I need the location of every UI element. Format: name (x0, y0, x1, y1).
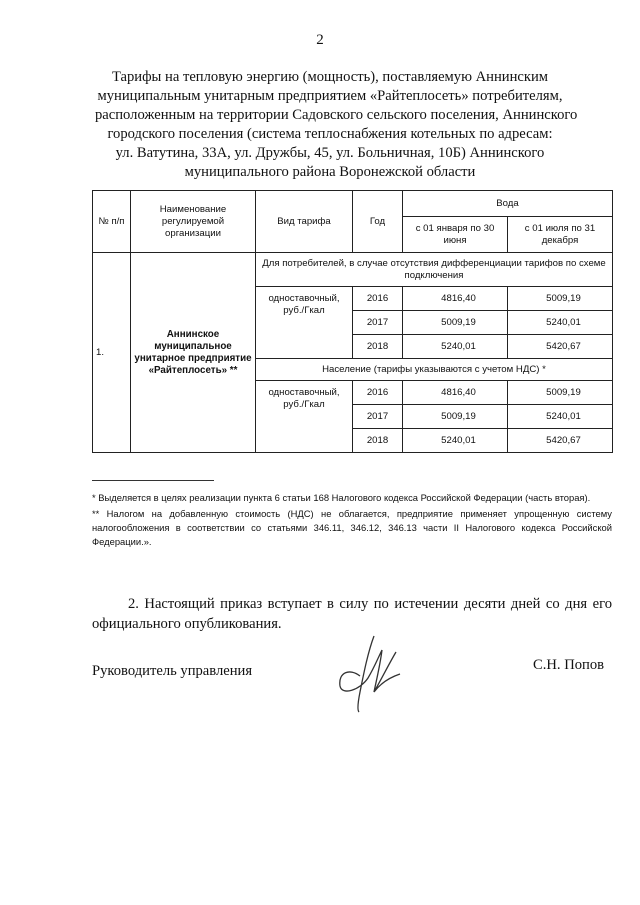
page-number: 2 (316, 32, 324, 48)
year-cell: 2018 (353, 429, 403, 453)
value-cell: 5240,01 (403, 429, 508, 453)
header-water: Вода (403, 191, 613, 217)
year-cell: 2018 (353, 335, 403, 359)
title-line: Тарифы на тепловую энергию (мощность), поставляемую Аннинским (111, 69, 549, 85)
signer-title: Руководитель управления (92, 663, 253, 679)
title-line: муниципальным унитарным предприятием «Райтеплосеть» потребителям, (97, 88, 563, 104)
year-cell: 2016 (353, 381, 403, 405)
value-cell: 4816,40 (403, 381, 508, 405)
value-cell: 5240,01 (508, 311, 613, 335)
header-tariff-type: Вид тарифа (256, 191, 353, 253)
section-heading: Население (тарифы указываются с учетом НДС) * (256, 359, 613, 381)
footnote-1: * Выделяется в целях реализации пункта 6 статьи 168 Налогового кодекса Российской Федерации (часть вторая). (92, 492, 591, 503)
signature-image (330, 632, 408, 714)
organization-name: Аннинское муниципальное унитарное предприятие «Райтеплосеть» ** (131, 253, 256, 453)
title-line: муниципального района Воронежской области (184, 164, 476, 180)
signer-name: С.Н. Попов (533, 657, 605, 673)
value-cell: 5009,19 (508, 287, 613, 311)
year-cell: 2017 (353, 311, 403, 335)
title-line: расположенным на территории Садовского сельского поселения, Аннинского (95, 107, 578, 123)
tariff-table (92, 190, 613, 453)
header-period-1: с 01 января по 30 июня (403, 217, 508, 253)
value-cell: 5009,19 (508, 381, 613, 405)
section-heading: Для потребителей, в случае отсутствия дифференциации тарифов по схеме подключения (256, 253, 613, 287)
footnote-2: ** Налогом на добавленную стоимость (НДС) не облагается, предприятие применяет упрощенную систему налогообложения в соответствии со статьями 346.11, 346.12, 346.13 части II Налогового кодекса Российской Федерации.». (92, 508, 612, 547)
document-title (95, 68, 578, 182)
value-cell: 5240,01 (508, 405, 613, 429)
year-cell: 2016 (353, 287, 403, 311)
header-year: Год (353, 191, 403, 253)
tariff-type-cell: одноставочный, руб./Гкал (256, 381, 353, 453)
tariff-type-cell: одноставочный, руб./Гкал (256, 287, 353, 359)
title-line: городского поселения (система теплоснабжения котельных по адресам: (107, 126, 553, 142)
header-period-2: с 01 июля по 31 декабря (508, 217, 613, 253)
footnote-divider (92, 480, 214, 481)
year-cell: 2017 (353, 405, 403, 429)
value-cell: 5420,67 (508, 335, 613, 359)
value-cell: 4816,40 (403, 287, 508, 311)
header-number: № п/п (93, 191, 131, 253)
value-cell: 5009,19 (403, 405, 508, 429)
order-paragraph: 2. Настоящий приказ вступает в силу по истечении десяти дней со дня его официального опубликования. (92, 596, 612, 632)
value-cell: 5009,19 (403, 311, 508, 335)
footnotes (92, 491, 612, 551)
header-organization: Наименование регулируемой организации (131, 191, 256, 253)
title-line: ул. Ватутина, 33А, ул. Дружбы, 45, ул. Больничная, 10Б) Аннинского (115, 145, 545, 161)
value-cell: 5240,01 (403, 335, 508, 359)
row-number: 1. (93, 253, 131, 453)
value-cell: 5420,67 (508, 429, 613, 453)
